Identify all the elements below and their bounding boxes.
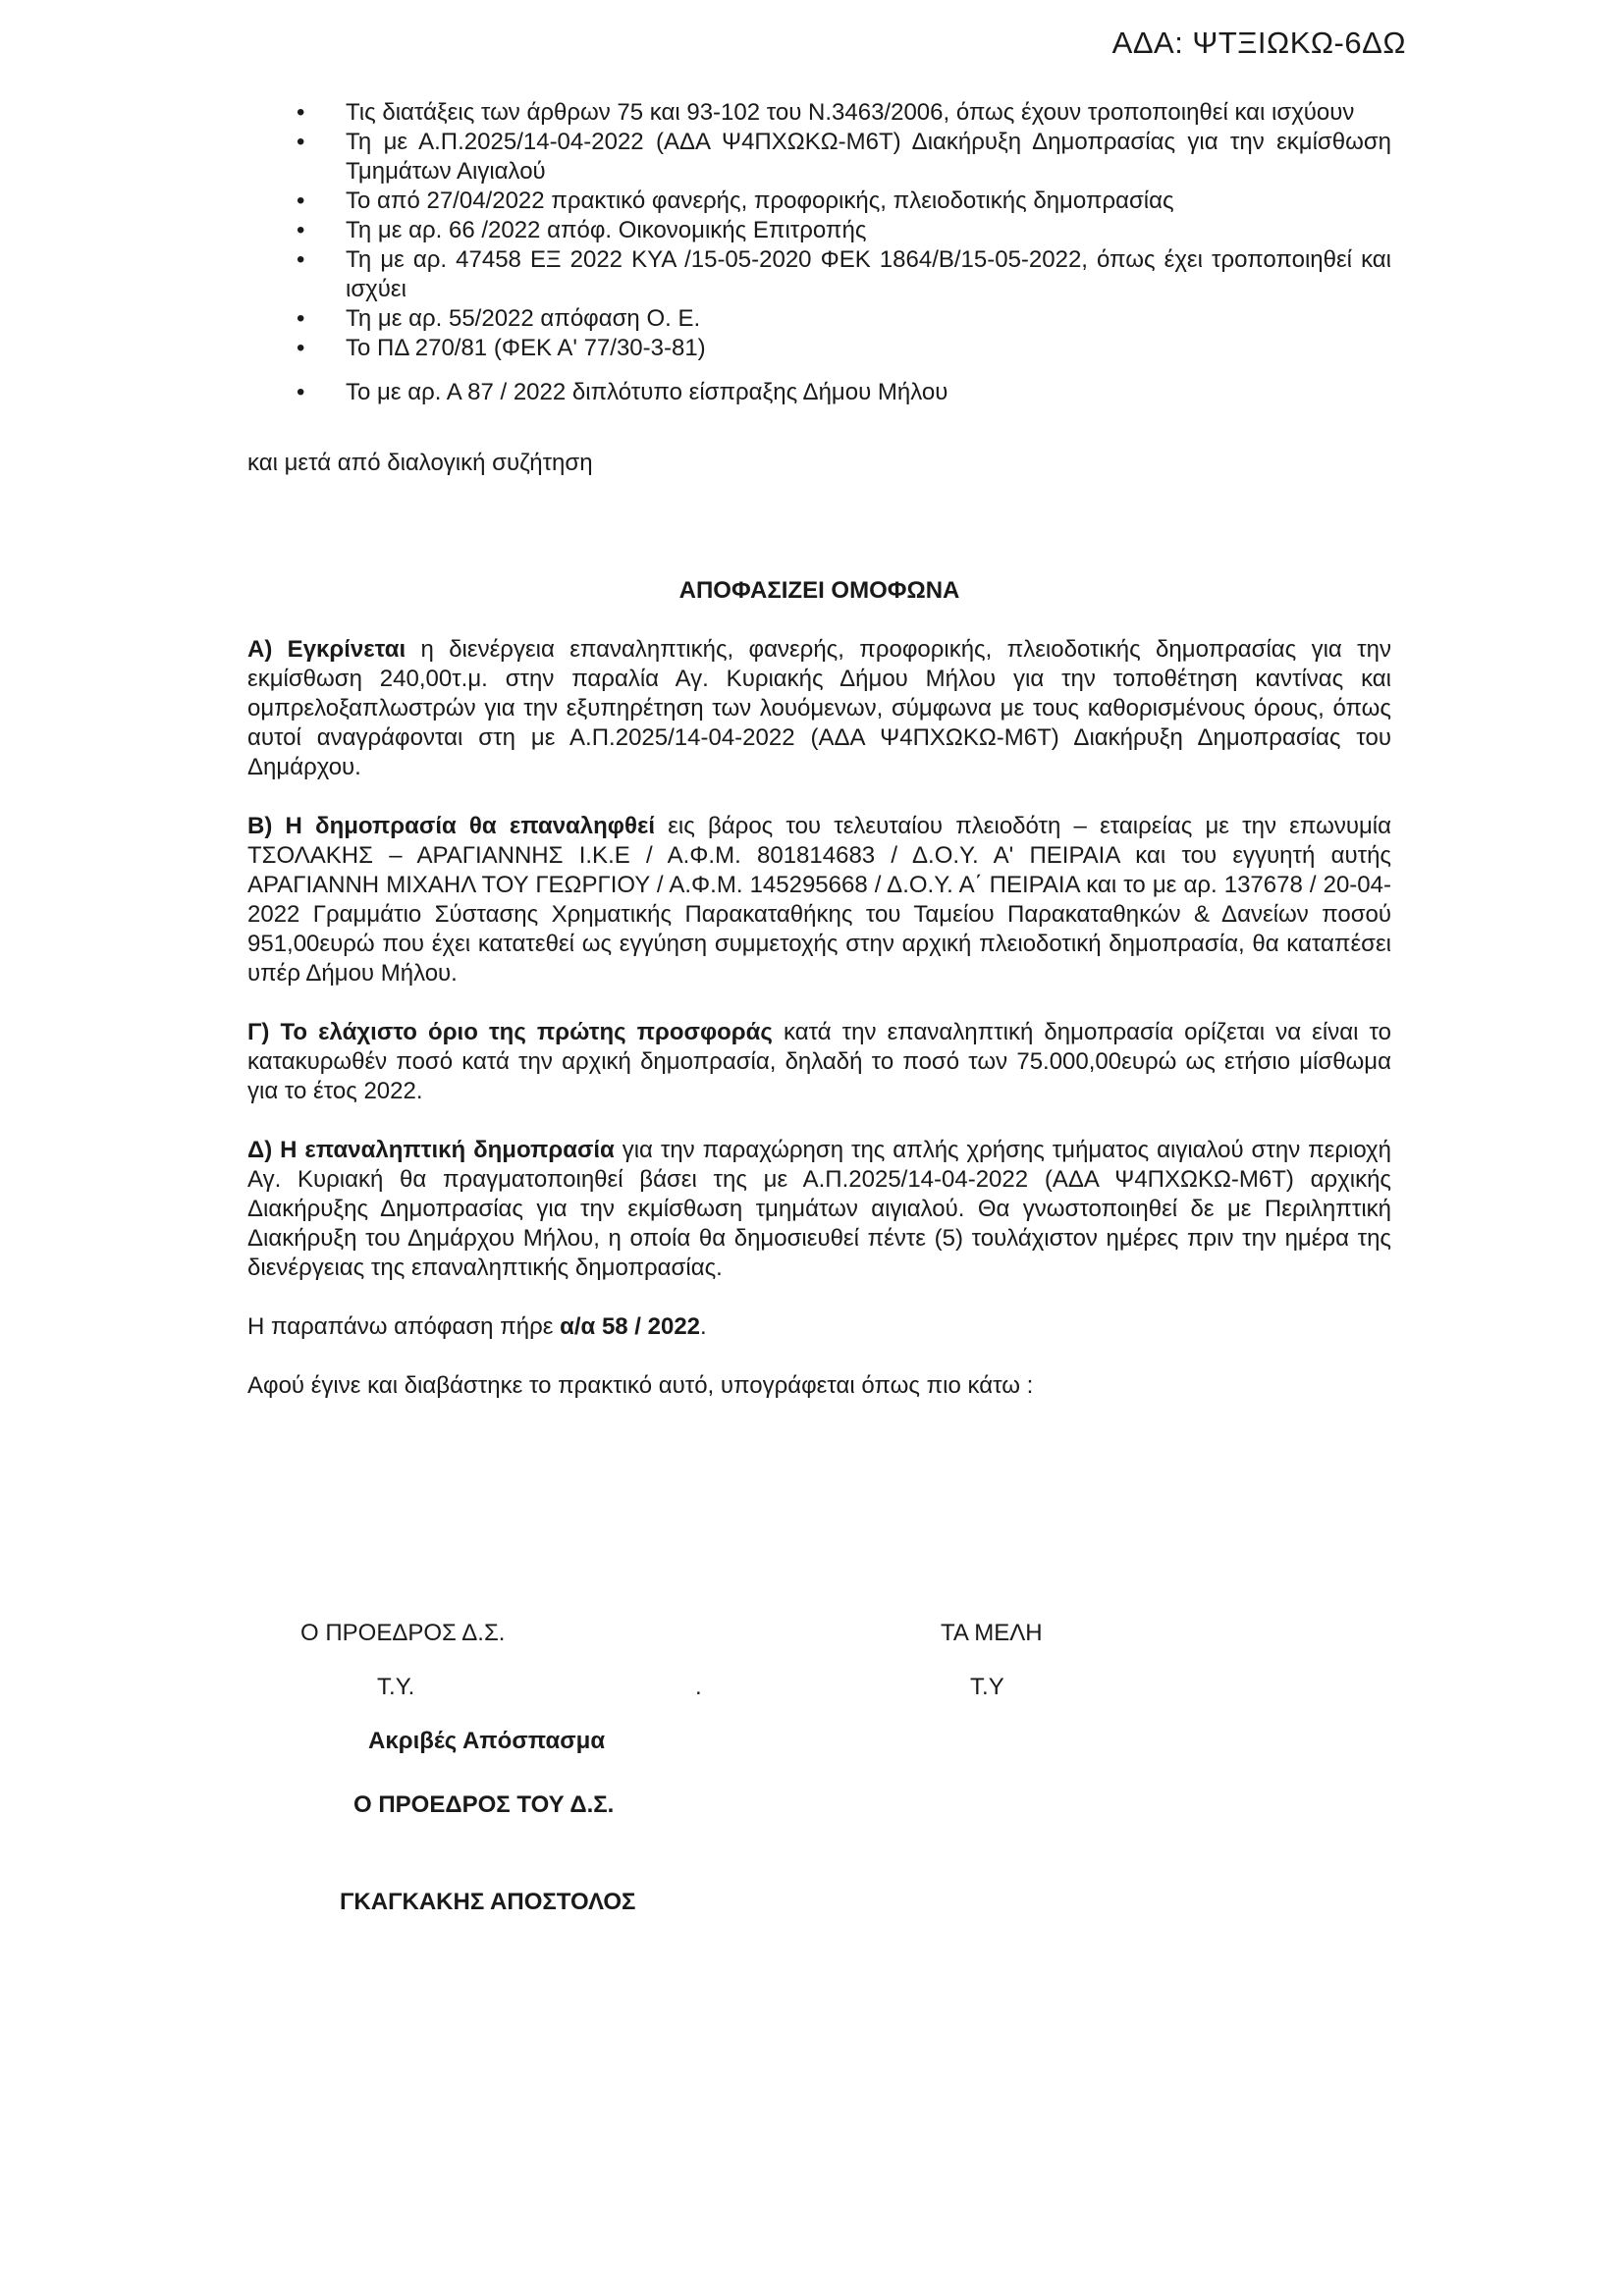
decision-number-prefix: Η παραπάνω απόφαση πήρε xyxy=(247,1313,561,1340)
decision-lead: Β) Η δημοπρασία θα επαναληφθεί xyxy=(247,813,656,839)
ada-code: ΑΔΑ: ΨΤΞΙΩΚΩ-6ΔΩ xyxy=(1111,26,1406,60)
list-item: • Το από 27/04/2022 πρακτικό φανερής, προφορικής, πλειοδοτικής δημοπρασίας xyxy=(247,187,1391,216)
decision-c xyxy=(247,1018,1391,1106)
list-item: • Το με αρ. Α 87 / 2022 διπλότυπο είσπραξης Δήμου Μήλου xyxy=(247,378,1391,407)
decision-number-suffix: . xyxy=(700,1313,707,1340)
decision-number: α/α 58 / 2022 xyxy=(560,1313,701,1340)
discussion-note: και μετά από διαλογική συζήτηση xyxy=(247,450,593,476)
decision-number-line xyxy=(247,1312,1391,1342)
list-item: • Τη με αρ. 66 /2022 απόφ. Οικονομικής Επιτροπής xyxy=(247,216,1391,245)
president-title: Ο ΠΡΟΕΔΡΟΣ ΤΟΥ Δ.Σ. xyxy=(353,1791,615,1818)
list-item: • Το ΠΔ 270/81 (ΦΕΚ Α' 77/30-3-81) xyxy=(247,334,1391,363)
decision-b xyxy=(247,812,1391,988)
list-item: • Τη με αρ. 47458 ΕΞ 2022 ΚΥΑ /15-05-2020 ΦΕΚ 1864/Β/15-05-2022, όπως έχει τροποποιηθεί και ισχύει xyxy=(247,245,1391,304)
president-ty: Τ.Υ. xyxy=(377,1674,415,1700)
decision-text: εις βάρος του τελευταίου πλειοδότη – εταιρείας με την επωνυμία ΤΣΟΛΑΚΗΣ – ΑΡΑΓΙΑΝΝΗΣ Ι.Κ.Ε / Α.Φ.Μ. 801814683 / Δ.Ο.Υ. Α' ΠΕΙΡΑΙΑ και του εγγυητή αυτής ΑΡΑΓΙΑΝΝΗ ΜΙΧΑΗΛ ΤΟΥ ΓΕΩΡΓΙΟΥ / Α.Φ.Μ. 145295668 / Δ.Ο.Υ. Α΄ ΠΕΙΡΑΙΑ και το με αρ. 137678 / 20-04-2022 Γραμμάτιο Σύστασης Χρηματικής Παρακαταθήκης του Ταμείου Παρακαταθηκών & Δανείων ποσού 951,00ευρώ που έχει κατατεθεί ως εγγύηση συμμετοχής στην αρχική πλειοδοτική δημοπρασία, θα καταπέσει υπέρ Δήμου Μήλου. xyxy=(247,813,1392,987)
list-item: • Τη με Α.Π.2025/14-04-2022 (ΑΔΑ Ψ4ΠΧΩΚΩ-Μ6Τ) Διακήρυξη Δημοπρασίας για την εκμίσθωση Τμημάτων Αιγιαλού xyxy=(247,128,1391,187)
decision-lead: Γ) Το ελάχιστο όριο της πρώτης προσφοράς xyxy=(247,1019,773,1045)
dot-mark: . xyxy=(695,1674,702,1700)
members-label: ΤΑ ΜΕΛΗ xyxy=(941,1620,1043,1646)
list-item: • Τη με αρ. 55/2022 απόφαση Ο. Ε. xyxy=(247,304,1391,334)
legal-basis-list xyxy=(247,98,1391,407)
president-label: Ο ΠΡΟΕΔΡΟΣ Δ.Σ. xyxy=(300,1620,506,1646)
signing-note: Αφού έγινε και διαβάστηκε το πρακτικό αυτό, υπογράφεται όπως πιο κάτω : xyxy=(247,1372,1034,1399)
document-body xyxy=(247,98,1391,1401)
members-ty: Τ.Υ xyxy=(970,1674,1004,1700)
decision-a xyxy=(247,635,1391,782)
decision-text: για την παραχώρηση της απλής χρήσης τμήματος αιγιαλού στην περιοχή Αγ. Κυριακή θα πραγματοποιηθεί βάσει της με Α.Π.2025/14-04-2022 (ΑΔΑ Ψ4ΠΧΩΚΩ-Μ6Τ) αρχικής Διακήρυξης Δημοπρασίας για την εκμίσθωση τμημάτων αιγιαλού. Θα γνωστοποιηθεί δε με Περιληπτική Διακήρυξη του Δημάρχου Μήλου, η οποία θα δημοσιευθεί πέντε (5) τουλάχιστον ημέρες πριν την ημέρα της διενέργειας της επαναληπτικής δημοπρασίας. xyxy=(247,1137,1391,1281)
decision-heading: ΑΠΟΦΑΣΙΖΕΙ ΟΜΟΦΩΝΑ xyxy=(678,577,960,604)
decision-lead: Δ) Η επαναληπτική δημοπρασία xyxy=(247,1137,615,1163)
list-item: • Τις διατάξεις των άρθρων 75 και 93-102 του Ν.3463/2006, όπως έχουν τροποποιηθεί και ισχύουν xyxy=(247,98,1391,128)
true-copy-label: Ακριβές Απόσπασμα xyxy=(368,1728,606,1754)
decision-d xyxy=(247,1136,1391,1283)
decision-lead: Α) Εγκρίνεται xyxy=(247,636,406,663)
decision-text: κατά την επαναληπτική δημοπρασία ορίζεται να είναι το κατακυρωθέν ποσό κατά την αρχική δημοπρασία, δηλαδή το ποσό των 75.000,00ευρώ ως ετήσιο μίσθωμα για το έτος 2022. xyxy=(247,1019,1391,1104)
decision-text: η διενέργεια επαναληπτικής, φανερής, προφορικής, πλειοδοτικής δημοπρασίας για την εκμίσθωση 240,00τ.μ. στην παραλία Αγ. Κυριακής Δήμου Μήλου για την τοποθέτηση καντίνας και ομπρελοξαπλωστρών για την εξυπηρέτηση των λουόμενων, σύμφωνα με τους καθορισμένους όρους, όπως αυτοί αναγράφονται στη με Α.Π.2025/14-04-2022 (ΑΔΑ Ψ4ΠΧΩΚΩ-Μ6Τ) Διακήρυξη Δημοπρασίας του Δημάρχου. xyxy=(247,636,1391,780)
president-name: ΓΚΑΓΚΑΚΗΣ ΑΠΟΣΤΟΛΟΣ xyxy=(340,1889,636,1915)
